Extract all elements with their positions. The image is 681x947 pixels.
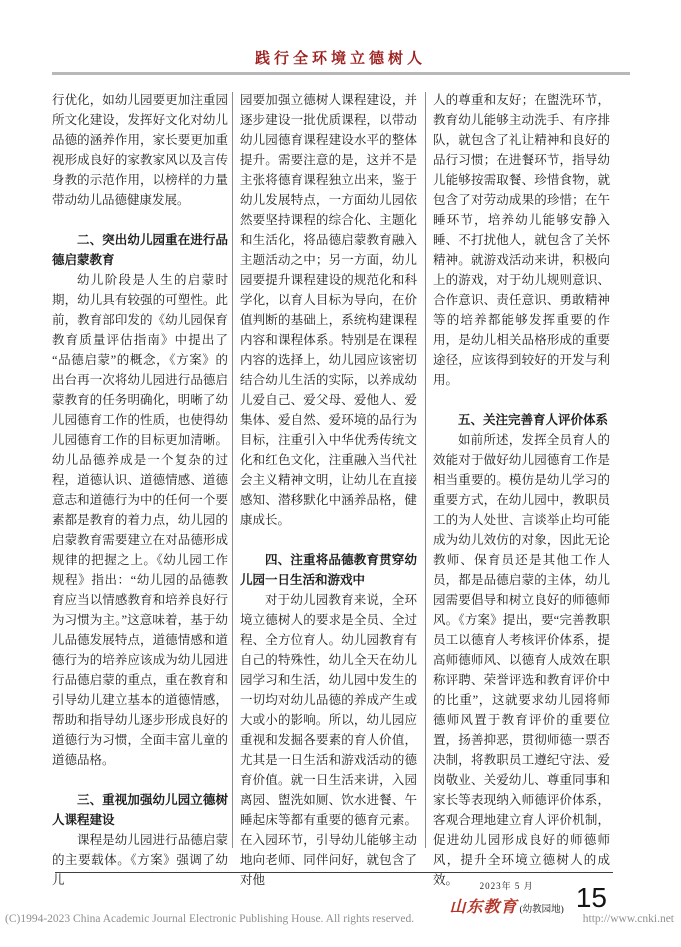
header-rule xyxy=(52,72,630,75)
issue-date: 2023年 5 月 xyxy=(479,881,534,891)
article-columns xyxy=(52,90,612,890)
section-heading-4: 四、注重将品德教育贯穿幼儿园一日生活和游戏中 xyxy=(240,553,417,587)
paragraph: 如前所述，发挥全员育人的效能对于做好幼儿园德育工作是相当重要的。模仿是幼儿学习的重要方式，在幼儿园中，教职员工的为人处世、言谈举止均可能成为幼儿效仿的对象，因此无论教师、保育员还是其他工作人员，都是品德启蒙的主体，幼儿园需要倡导和树立良好的师德师风。《方案》提出，要“完善教职员工以德育人考核评价体系，提高师德师风、以德育人成效在职称评聘、荣誉评选和教育评价中的比重”，这就要求幼儿园将师德师风置于教育评价的重要位置，扬善抑恶，贯彻师德一票否决制，将教职员工遵纪守法、爱岗敬业、关爱幼儿、尊重同事和家长等表现纳入师德评价体系，客观合理地建立育人评价机制，促进幼儿园形成良好的师德师风，提升全环境立德树人的成效。 xyxy=(433,433,610,887)
copyright-text: (C)1994-2023 China Academic Journal Electronic Publishing House. All rights reserved. xyxy=(5,913,415,925)
footer-rule xyxy=(55,872,613,873)
paragraph-continuation: 人的尊重和友好；在盥洗环节，教育幼儿能够主动洗手、有序排队，就包含了礼让精神和良好的品行习惯；在进餐环节，指导幼儿能够按需取餐、珍惜食物，就包含了对劳动成果的珍惜；在午睡环节，培养幼儿能够安静入睡、不打扰他人，就包含了关怀精神。就游戏活动来讲，积极向上的游戏，对于幼儿规则意识、合作意识、责任意识、勇敢精神等的培养都能够发挥重要的作用，是幼儿相关品格形成的重要途径，应该得到较好的开发与利用。 xyxy=(433,93,610,387)
copyright-bar xyxy=(5,913,674,925)
page-header-title: 践行全环境立德树人 xyxy=(254,50,426,67)
journal-imprint xyxy=(450,879,608,917)
text-column-1 xyxy=(52,90,228,890)
journal-meta xyxy=(450,879,564,917)
cnki-url: http://www.cnki.net xyxy=(582,913,674,925)
paragraph-continuation: 园要加强立德树人课程建设，并逐步建设一批优质课程，以带动幼儿园德育课程建设水平的整体提升。需要注意的是，这并不是主张将德育课程独立出来，鉴于幼儿发展特点，一方面幼儿园依然要坚持课程的综合化、主题化和生活化，将品德启蒙教育融入主题活动之中；另一方面，幼儿园要提升课程建设的规范化和科学化，以育人目标为导向，在价值判断的基础上，系统构建课程内容和课程体系。特别是在课程内容的选择上，幼儿园应该密切结合幼儿生活的实际，以养成幼儿爱自己、爱父母、爱他人、爱集体、爱自然、爱环境的品行为目标，注重引入中华优秀传统文化和红色文化，注重融入当代社会主义精神文明，让幼儿在直接感知、潜移默化中涵养品格，健康成长。 xyxy=(240,93,417,527)
page-number: 15 xyxy=(575,882,607,913)
paragraph: 课程是幼儿园进行品德启蒙的主要载体。《方案》强调了幼儿 xyxy=(52,833,228,887)
paragraph: 对于幼儿园教育来说，全环境立德树人的要求是全员、全过程、全方位育人。幼儿园教育有自己的特殊性，幼儿全天在幼儿园学习和生活，幼儿园中发生的一切均对幼儿品德的养成产生或大或小的影响。所以，幼儿园应重视和发掘各要素的育人价值，尤其是一日生活和游戏活动的德育价值。就一日生活来讲，入园离园、盥洗如厕、饮水进餐、午睡起床等都有重要的德育元素。在入园环节，引导幼儿能够主动地向老师、同伴问好，就包含了对他 xyxy=(240,593,417,887)
column-divider-1 xyxy=(232,92,233,848)
section-heading-3: 三、重视加强幼儿园立德树人课程建设 xyxy=(52,793,228,827)
text-column-3 xyxy=(433,90,610,890)
text-column-2 xyxy=(240,90,417,890)
section-heading-2: 二、突出幼儿园重在进行品德启蒙教育 xyxy=(52,233,228,267)
journal-subtitle: (幼教园地) xyxy=(519,905,564,915)
journal-logo-text: 山东教育 xyxy=(449,899,518,916)
paragraph-continuation: 行优化，如幼儿园要更加注重园所文化建设，发挥好文化对幼儿品德的涵养作用，家长要更加重视形成良好的家教家风以及言传身教的示范作用，以榜样的力量带动幼儿品德健康发展。 xyxy=(52,93,228,207)
column-divider-2 xyxy=(425,92,426,848)
paragraph: 幼儿阶段是人生的启蒙时期，幼儿具有较强的可塑性。此前，教育部印发的《幼儿园保育教育质量评估指南》中提出了“品德启蒙”的概念，《方案》的出台再一次将幼儿园进行品德启蒙教育的任务明确化，明晰了幼儿园德育工作的性质，也使得幼儿园德育工作的目标更加清晰。幼儿品德养成是一个复杂的过程，道德认识、道德情感、道德意志和道德行为中的任何一个要素都是教育的着力点，幼儿园的启蒙教育需要建立在对品德形成规律的把握之上。《幼儿园工作规程》指出：“幼儿园的品德教育应当以情感教育和培养良好行为习惯为主。”这意味着，基于幼儿品德发展特点，道德情感和道德行为的培养应该成为幼儿园进行品德启蒙的重点，重在教育和引导幼儿建立基本的道德情感，帮助和指导幼儿逐步形成良好的道德行为习惯，全面丰富儿童的道德品格。 xyxy=(52,273,228,767)
section-heading-5: 五、关注完善育人评价体系 xyxy=(458,413,609,427)
